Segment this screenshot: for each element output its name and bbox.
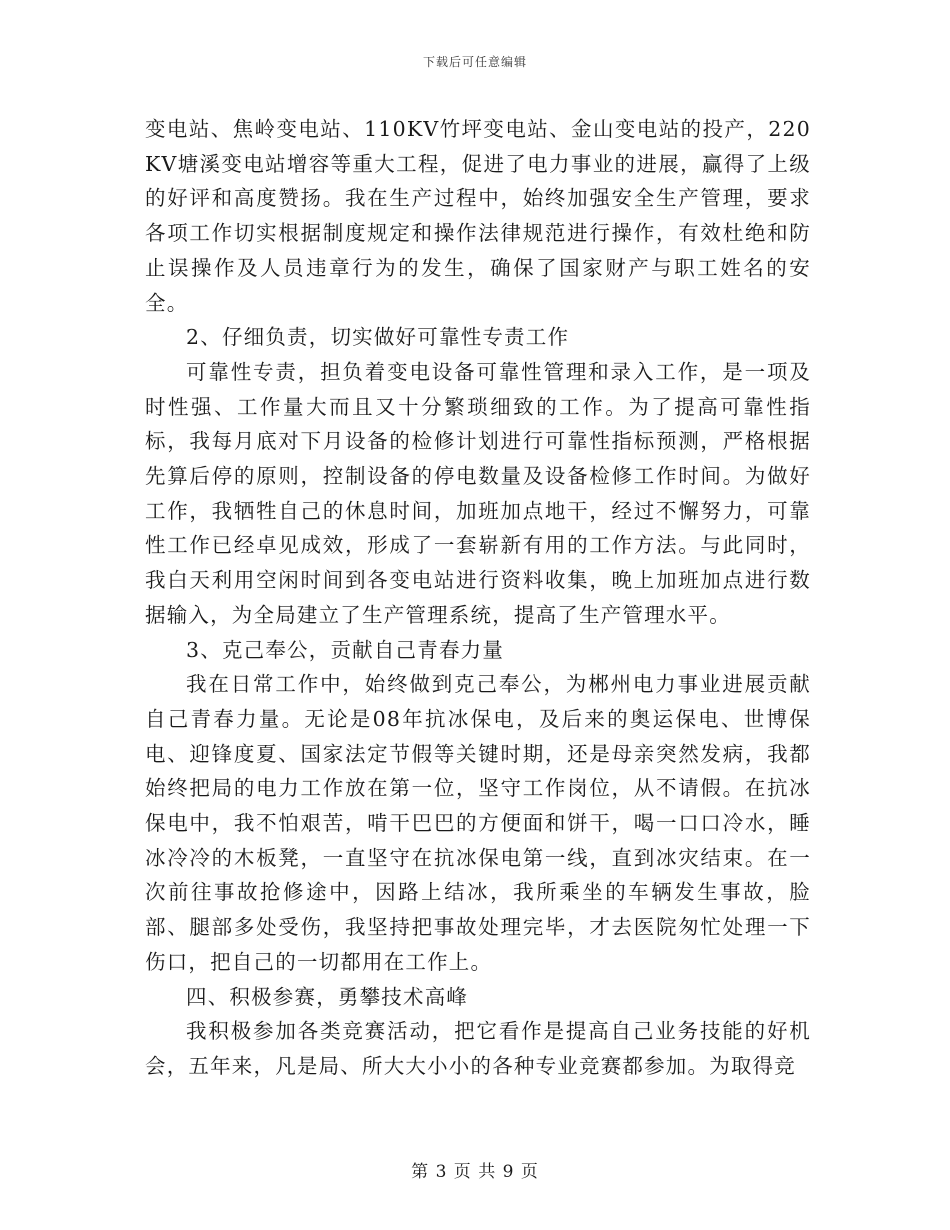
page-footer: 第 3 页 共 9 页 <box>411 1162 539 1182</box>
page-header: 下载后可任意编辑 <box>422 55 527 69</box>
section-heading: 2、仔细负责，切实做好可靠性专责工作 <box>186 325 570 350</box>
paragraph-continuation: 变电站、焦岭变电站、110KV竹坪变电站、金山变电站的投产，220KV塘溪变电站增容等重大工程，促进了电力事业的进展，赢得了上级的好评和高度赞扬。我在生产过程中，始终加强安全生产管理，要求各项工作切实根据制度规定和操作法律规范进行操作，有效杜绝和防止误操作及人员违章行为的发生，确保了国家财产与职工姓名的安全。 <box>145 117 811 315</box>
section-heading: 3、克己奉公，贡献自己青春力量 <box>186 637 505 662</box>
document-body <box>145 112 811 1084</box>
paragraph: 可靠性专责，担负着变电设备可靠性管理和录入工作，是一项及时性强、工作量大而且又十分繁琐细致的工作。为了提高可靠性指标，我每月底对下月设备的检修计划进行可靠性指标预测，严格根据先算后停的原则，控制设备的停电数量及设备检修工作时间。为做好工作，我牺牲自己的休息时间，加班加点地干，经过不懈努力，可靠性工作已经卓见成效，形成了一套崭新有用的工作方法。与此同时，我白天利用空闲时间到各变电站进行资料收集，晚上加班加点进行数据输入，为全局建立了生产管理系统，提高了生产管理水平。 <box>145 359 811 627</box>
paragraph: 我在日常工作中，始终做到克己奉公，为郴州电力事业进展贡献自己青春力量。无论是08年抗冰保电，及后来的奥运保电、世博保电、迎锋度夏、国家法定节假等关键时期，还是母亲突然发病，我都始终把局的电力工作放在第一位，坚守工作岗位，从不请假。在抗冰保电中，我不怕艰苦，啃干巴巴的方便面和饼干，喝一口口冷水，睡冰冷冷的木板凳，一直坚守在抗冰保电第一线，直到冰灾结束。在一次前往事故抢修途中，因路上结冰，我所乘坐的车辆发生事故，脸部、腿部多处受伤，我坚持把事故处理完毕，才去医院匆忙处理一下伤口，把自己的一切都用在工作上。 <box>145 672 811 974</box>
paragraph: 我积极参加各类竞赛活动，把它看作是提高自己业务技能的好机会，五年来，凡是局、所大大小小的各种专业竞赛都参加。为取得竞 <box>145 1019 811 1078</box>
section-heading: 四、积极参赛，勇攀技术高峰 <box>186 984 469 1009</box>
